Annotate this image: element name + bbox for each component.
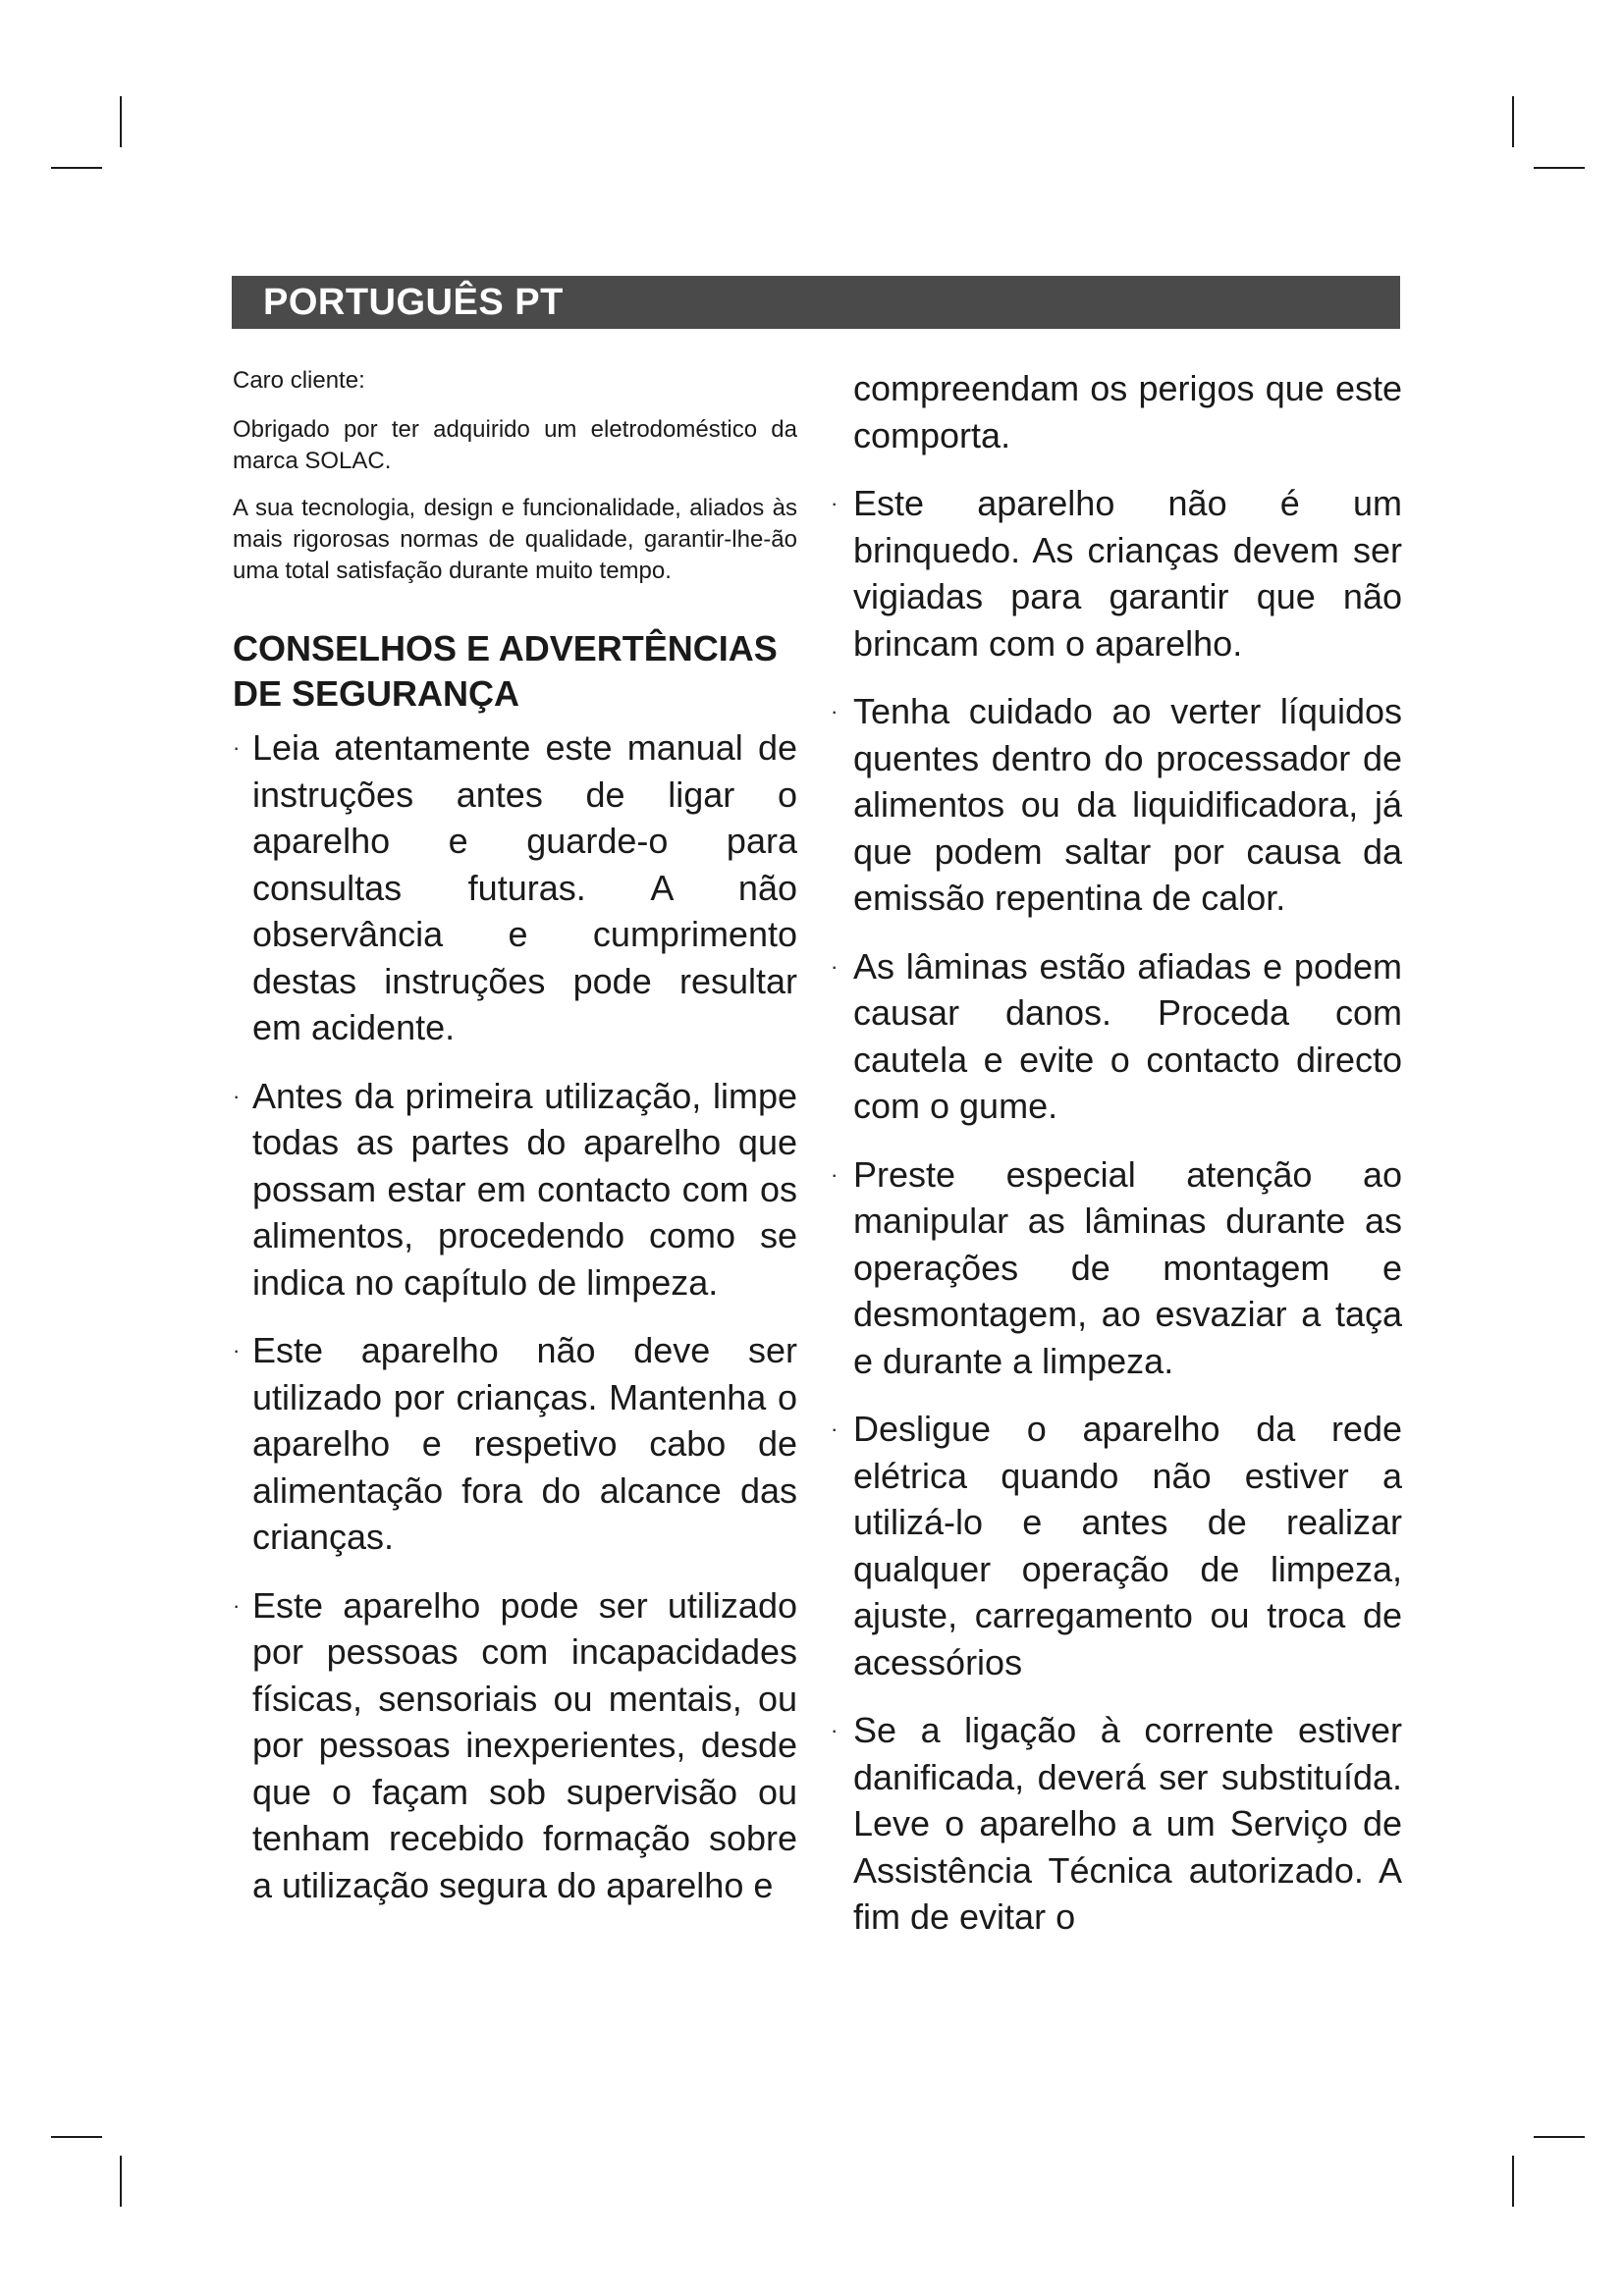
safety-item-text: Leia atentamente este manual de instruções antes de ligar o aparelho e guarde-o para consultas futuras. A não observância e cumprimento destas instruções pode resultar em acidente. <box>252 727 797 1047</box>
bullet-dot: · <box>831 699 839 723</box>
crop-mark-top-left-vertical <box>120 96 122 147</box>
safety-item <box>831 1406 1402 1685</box>
safety-item-text: Antes da primeira utilização, limpe todas as partes do aparelho que possam estar em contacto com os alimentos, procedendo como se indica no capítulo de limpeza. <box>252 1075 797 1303</box>
bullet-dot: · <box>831 953 839 979</box>
intro-thanks: Obrigado por ter adquirido um eletrodoméstico da marca SOLAC. <box>233 416 797 474</box>
safety-item-text: Preste especial atenção ao manipular as lâminas durante as operações de montagem e desmontagem, ao esvaziar a taça e durante a limpeza. <box>853 1153 1402 1381</box>
bullet-dot: · <box>233 1083 241 1108</box>
safety-item <box>831 1151 1402 1385</box>
safety-item <box>233 1327 797 1561</box>
bullet-dot: · <box>831 1161 839 1187</box>
intro-block <box>233 365 797 587</box>
safety-item <box>233 1582 797 1909</box>
intro-greeting: Caro cliente: <box>233 367 365 394</box>
bullet-dot: · <box>233 1592 241 1618</box>
crop-mark-top-right-vertical <box>1512 96 1514 147</box>
bullet-dot: · <box>831 491 839 515</box>
safety-item-text: Este aparelho pode ser utilizado por pessoas com incapacidades físicas, sensoriais ou mentais, ou por pessoas inexperientes, desde que o façam sob supervisão ou tenham recebido formação sobre a utilização segura do aparelho e <box>252 1584 797 1905</box>
safety-item-text: Tenha cuidado ao verter líquidos quentes dentro do processador de alimentos ou da liquidificadora, já que podem saltar por causa da emissão repentina de calor. <box>853 691 1402 918</box>
safety-item <box>233 724 797 1051</box>
safety-item <box>831 688 1402 922</box>
bullet-dot: · <box>233 1338 241 1362</box>
section-title: CONSELHOS E ADVERTÊNCIAS DE SEGURANÇA <box>233 628 778 714</box>
intro-technology: A sua tecnologia, design e funcionalidade, aliados às mais rigorosas normas de qualidade, garantir-lhe-ão uma total satisfação durante muito tempo. <box>233 495 797 584</box>
bullet-dot: · <box>233 735 241 760</box>
crop-mark-top-right-horizontal <box>1534 167 1585 169</box>
safety-item-continuation: compreendam os perigos que este comporta. <box>853 368 1402 455</box>
safety-item <box>233 1073 797 1307</box>
crop-mark-bottom-right-horizontal <box>1534 2136 1585 2138</box>
bullet-dot: · <box>831 1416 839 1441</box>
safety-item-text: Este aparelho não é um brinquedo. As crianças devem ser vigiadas para garantir que não brincam com o aparelho. <box>853 483 1402 664</box>
right-column <box>831 365 1402 1962</box>
safety-item-text: Desligue o aparelho da rede elétrica quando não estiver a utilizá-lo e antes de realizar qualquer operação de limpeza, ajuste, carregamento ou troca de acessórios <box>853 1409 1402 1682</box>
left-column <box>233 365 797 1930</box>
crop-mark-bottom-right-vertical <box>1512 2156 1514 2207</box>
safety-item-text: Este aparelho não deve ser utilizado por crianças. Mantenha o aparelho e respetivo cabo de alimentação fora do alcance das crianças. <box>252 1330 797 1557</box>
crop-mark-bottom-left-horizontal <box>51 2136 102 2138</box>
language-label: PORTUGUÊS PT <box>263 282 564 323</box>
crop-mark-bottom-left-vertical <box>120 2156 122 2207</box>
safety-item-text: As lâminas estão afiadas e podem causar danos. Proceda com cautela e evite o contacto directo com o gume. <box>853 945 1402 1126</box>
crop-mark-top-left-horizontal <box>51 167 102 169</box>
safety-item-text: Se a ligação à corrente estiver danificada, deverá ser substituída. Leve o aparelho a um Serviço de Assistência Técnica autorizado. A fim de evitar o <box>853 1710 1402 1937</box>
safety-item <box>831 943 1402 1130</box>
bullet-dot: · <box>831 1718 839 1742</box>
safety-item <box>831 480 1402 667</box>
language-header-bar <box>232 276 1400 329</box>
safety-item <box>831 1707 1402 1941</box>
